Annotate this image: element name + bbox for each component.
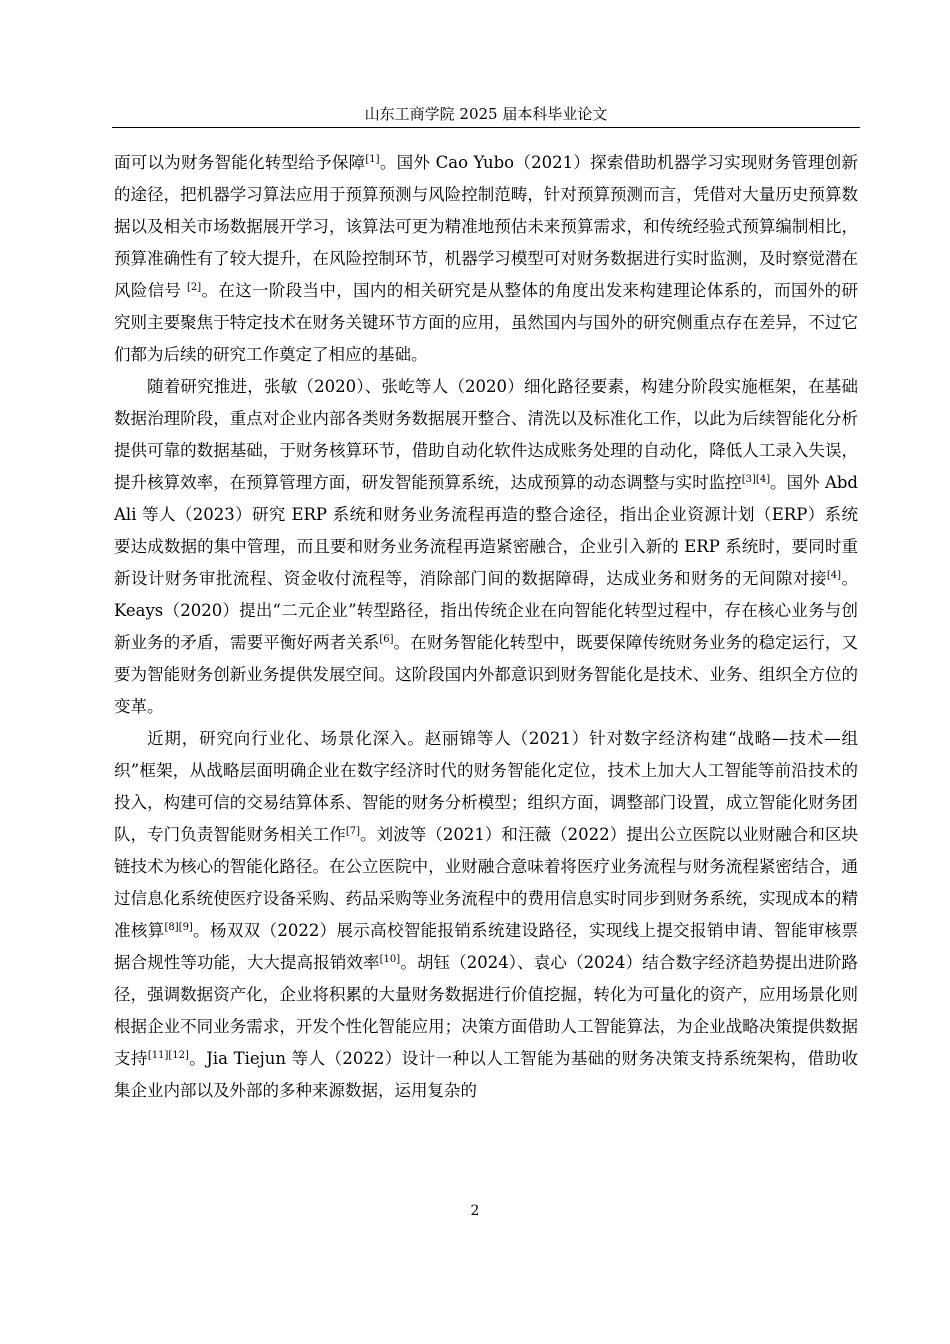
citation-marker: [2]: [186, 282, 202, 293]
citation-marker: [6]: [379, 634, 394, 645]
text-run: 。Keays（2020）提出“二元企业”转型路径，指出传统企业在向智能化转型过程中，存在核心业务与创新业务的矛盾，需要平衡好两者关系: [114, 569, 859, 652]
text-run: 。国外 Cao Yubo（2021）探索借助机器学习实现财务管理创新的途径，把机器学习算法应用于预算预测与风险控制范畴，针对预算预测而言，凭借对大量历史预算数据以及相关市场数据展开学习，该算法可更为精准地预估未来预算需求，和传统经验式预算编制相比，预算准确性有了较大提升，在风险控制环节，机器学习模型可对财务数据进行实时监测，及时察觉潜在风险信号: [114, 153, 858, 300]
running-header: 山东工商学院 2025 届本科毕业论文: [364, 105, 608, 123]
paragraph: [114, 723, 858, 1107]
text-run: 近期，研究向行业化、场景化深入。赵丽锦等人（2021）针对数字经济构建“战略—技术—组织”框架，从战略层面明确企业在数字经济时代的财务智能化定位，技术上加大人工智能等前沿技术的投入，构建可信的交易结算体系、智能的财务分析模型；组织方面，调整部门设置，成立智能化财务团队，专门负责智能财务相关工作: [114, 729, 858, 844]
header-rule: [112, 127, 860, 128]
paragraph: [114, 147, 858, 371]
text-run: 。在这一阶段当中，国内的相关研究是从整体的角度出发来构建理论体系的，而国外的研究则主要聚焦于特定技术在财务关键环节方面的应用，虽然国内与国外的研究侧重点存在差异，不过它们都为后续的研究工作奠定了相应的基础。: [114, 281, 859, 364]
citation-marker: [1]: [365, 154, 380, 165]
text-run: 。Jia Tiejun 等人（2022）设计一种以人工智能为基础的财务决策支持系统架构，借助收集企业内部以及外部的多种来源数据，运用复杂的: [114, 1049, 858, 1100]
text-run: 面可以为财务智能化转型给予保障: [114, 153, 366, 172]
text-run: 。胡钰（2024）、袁心（2024）结合数字经济趋势提出进阶路径，强调数据资产化，企业将积累的大量财务数据进行价值挖掘，转化为可量化的资产，应用场景化则根据企业不同业务需求，开发个性化智能应用；决策方面借助人工智能算法，为企业战略决策提供数据支持: [114, 953, 859, 1068]
page-number: 2: [470, 1203, 480, 1219]
paragraph: [114, 371, 858, 723]
text-run: 。杨双双（2022）展示高校智能报销系统建设路径，实现线上提交报销申请、智能审核票据合规性等功能，大大提高报销效率: [114, 921, 858, 972]
citation-marker: [8][9]: [164, 922, 193, 933]
text-run: 。国外 Abd Ali 等人（2023）研究 ERP 系统和财务业务流程再造的整合途径，指出企业资源计划（ERP）系统要达成数据的集中管理，而且要和财务业务流程再造紧密融合，企业引入新的 ERP 系统时，要同时重新设计财务审批流程、资金收付流程等，消除部门间的数据障碍，达成业务和财务的无间隙对接: [114, 473, 858, 588]
text-run: 。在财务智能化转型中，既要保障传统财务业务的稳定运行，又要为智能财务创新业务提供发展空间。这阶段国内外都意识到财务智能化是技术、业务、组织全方位的变革。: [114, 633, 859, 716]
text-run: 。刘波等（2021）和汪薇（2022）提出公立医院以业财融合和区块链技术为核心的智能化路径。在公立医院中，业财融合意味着将医疗业务流程与财务流程紧密结合，通过信息化系统使医疗设备采购、药品采购等业务流程中的费用信息实时同步到财务系统，实现成本的精准核算: [114, 825, 859, 940]
citation-marker: [3][4]: [741, 474, 771, 485]
body-text: [114, 147, 858, 1107]
citation-marker: [4]: [826, 570, 842, 581]
citation-marker: [7]: [345, 826, 360, 837]
citation-marker: [10]: [379, 954, 401, 965]
text-run: 随着研究推进，张敏（2020）、张屹等人（2020）细化路径要素，构建分阶段实施框架，在基础数据治理阶段，重点对企业内部各类财务数据展开整合、清洗以及标准化工作，以此为后续智能化分析提供可靠的数据基础，于财务核算环节，借助自动化软件达成账务处理的自动化，降低人工录入失误，提升核算效率，在预算管理方面，研发智能预算系统，达成预算的动态调整与实时监控: [114, 377, 858, 492]
citation-marker: [11][12]: [147, 1050, 189, 1061]
